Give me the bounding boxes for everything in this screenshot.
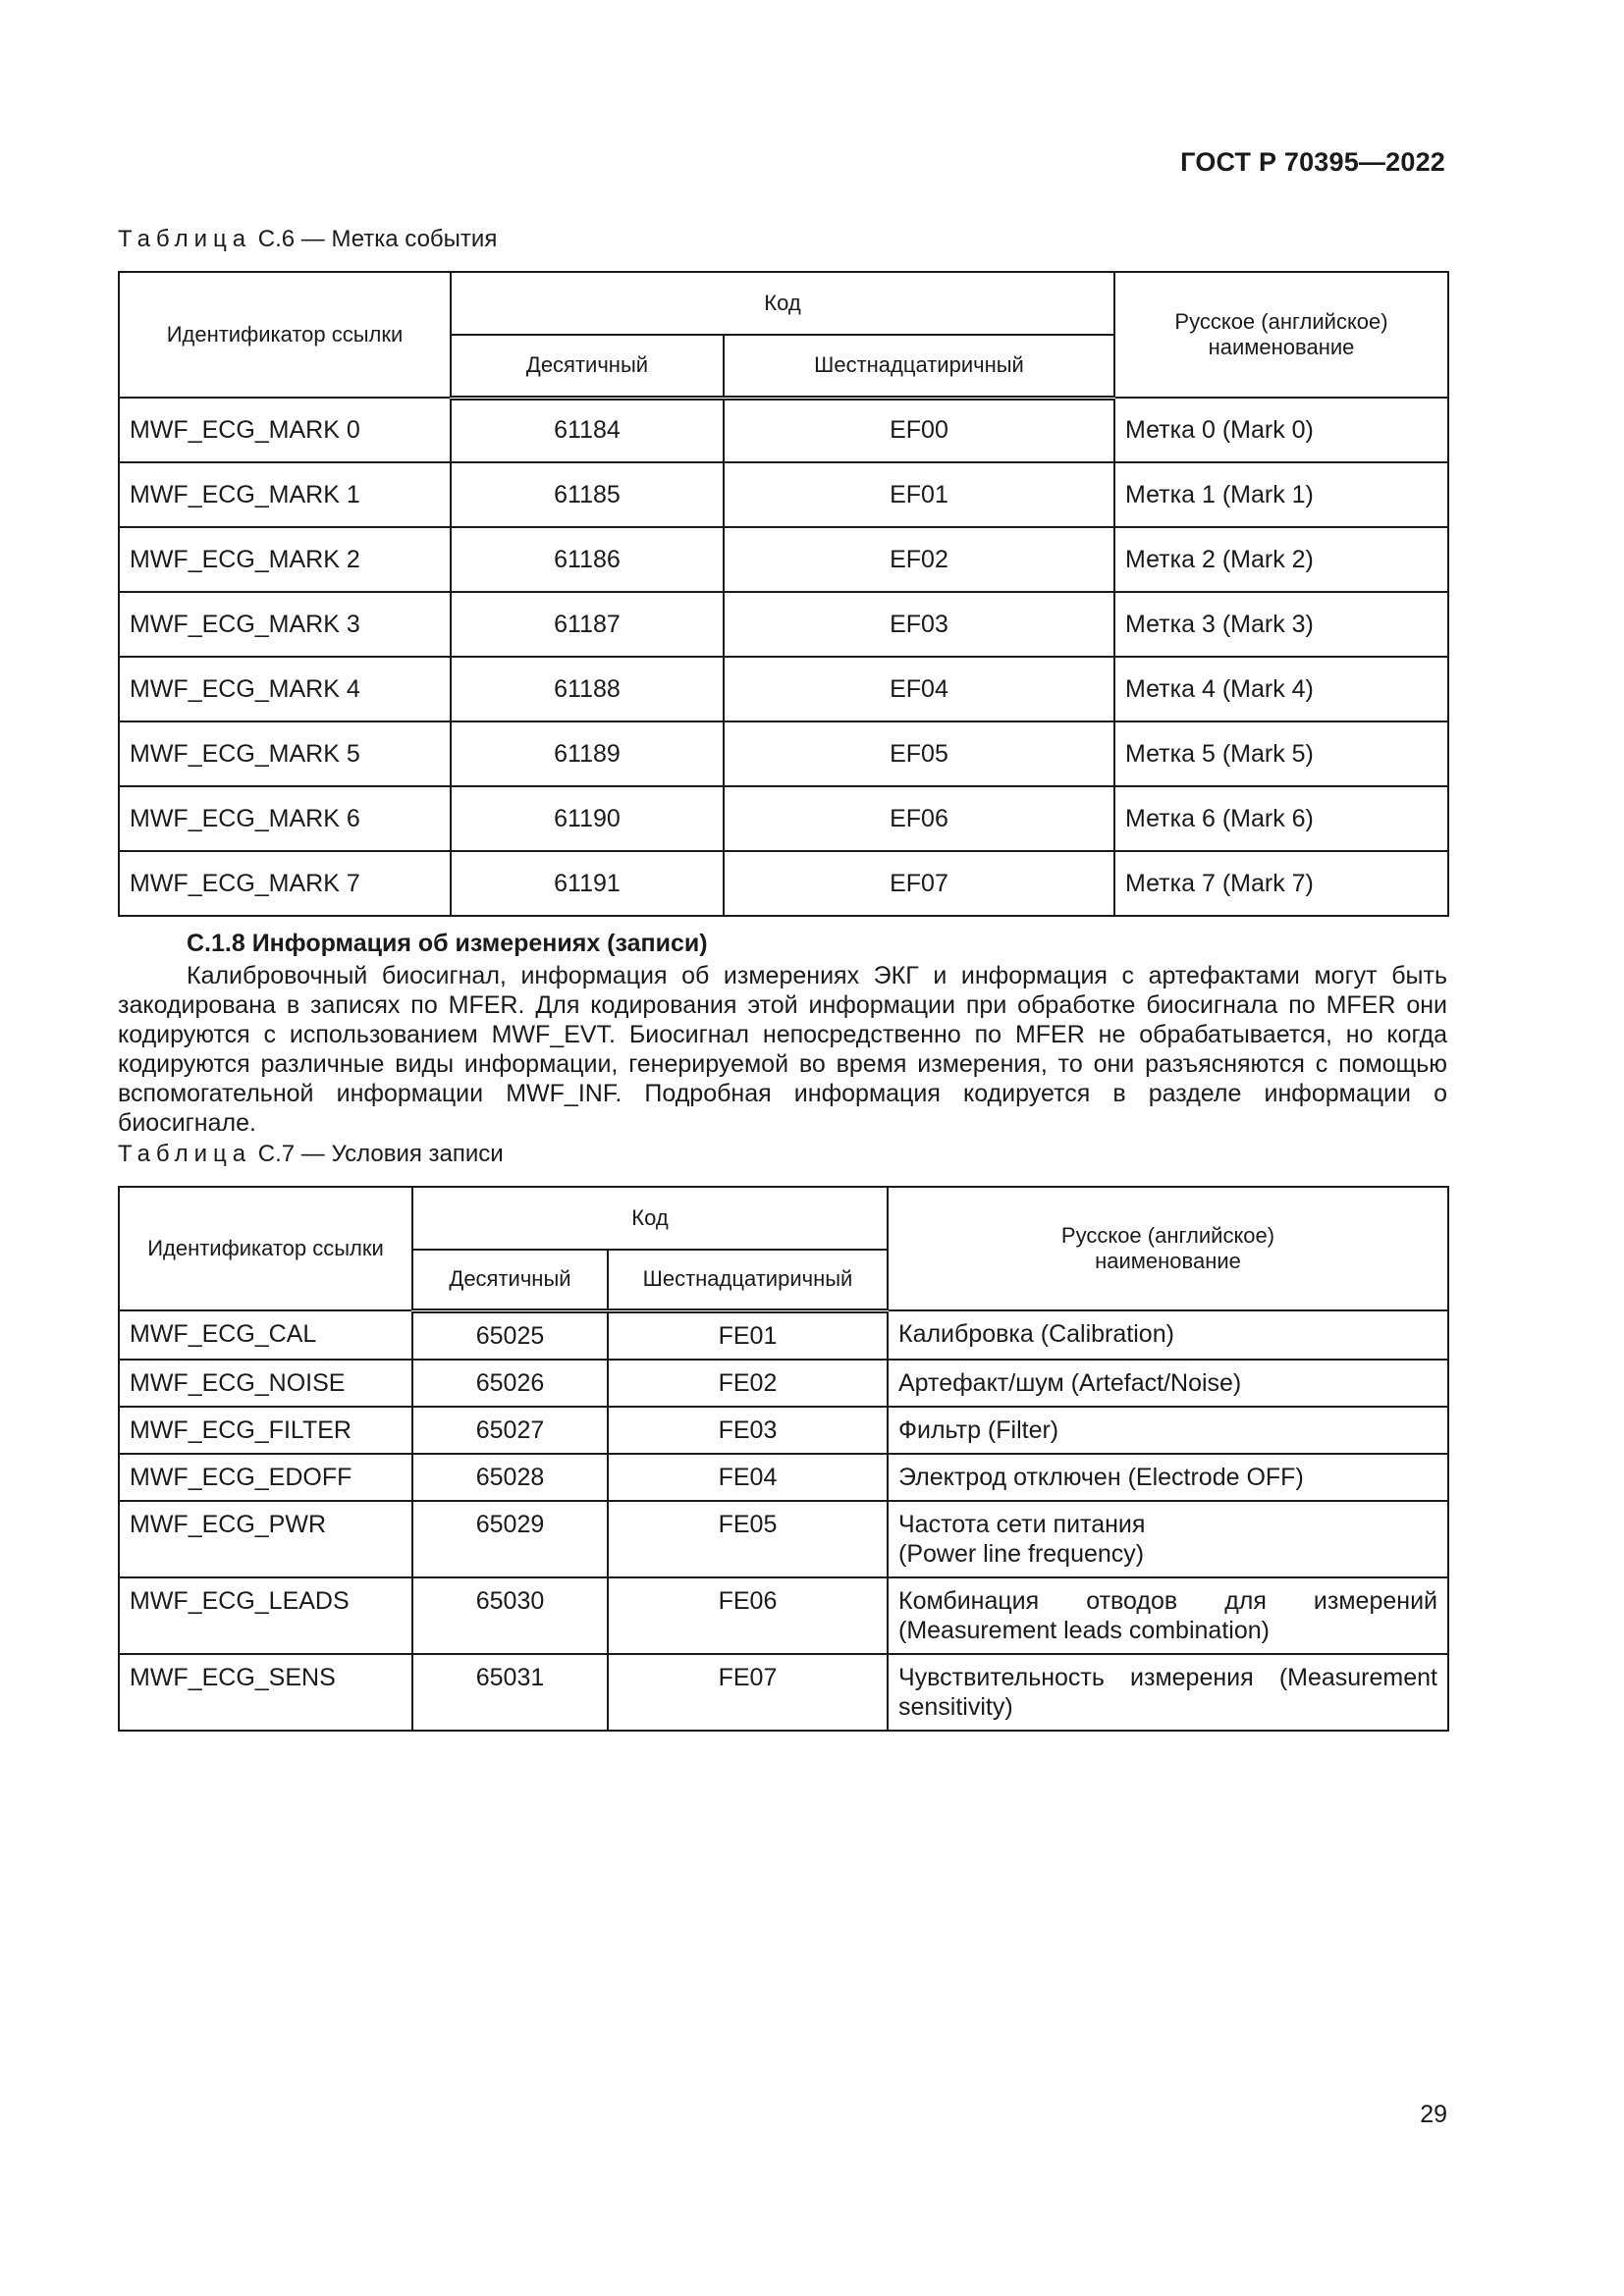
page-number: 29 (1420, 2101, 1447, 2128)
cell-id: MWF_ECG_SENS (119, 1654, 412, 1731)
table-row (119, 1501, 1448, 1577)
cell-id: MWF_ECG_EDOFF (119, 1454, 412, 1501)
cell-name-line-1: Комбинация отводов для измерений (898, 1586, 1437, 1615)
cell-decimal: 65025 (412, 1310, 608, 1360)
cell-name: Метка 6 (Mark 6) (1114, 786, 1448, 851)
cell-id: MWF_ECG_PWR (119, 1501, 412, 1577)
cell-id: MWF_ECG_MARK 1 (119, 462, 451, 527)
cell-hex: FE04 (608, 1454, 888, 1501)
table-row (119, 1454, 1448, 1501)
cell-decimal: 61187 (451, 592, 724, 657)
cell-name-line-1: Частота сети питания (898, 1510, 1146, 1538)
cell-name: Калибровка (Calibration) (888, 1310, 1448, 1360)
header-name: Русское (английское) наименование (888, 1187, 1448, 1310)
header-decimal: Десятичный (451, 335, 724, 398)
cell-hex: FE05 (608, 1501, 888, 1577)
table-row (119, 721, 1448, 786)
table-event-marks (118, 271, 1449, 917)
section-paragraph: Калибровочный биосигнал, информация об измерениях ЭКГ и информация с артефактами могут быть закодирована в записях по MFER. Для кодирования этой информации при обработке биосигнала по MFER они кодируются с использованием MWF_EVT. Биосигнал непосредственно по MFER не обрабатывается, но когда кодируются различные виды информации, генерируемой во время измерения, то они разъясняются с помощью вспомогательной информации MWF_INF. Подробная информация кодируется в разделе информации о биосигнале. (118, 962, 1447, 1137)
table-row (119, 851, 1448, 916)
cell-id: MWF_ECG_NOISE (119, 1360, 412, 1407)
cell-id: MWF_ECG_MARK 5 (119, 721, 451, 786)
cell-id: MWF_ECG_MARK 2 (119, 527, 451, 592)
table-record-conditions (118, 1186, 1449, 1732)
table-row (119, 398, 1448, 462)
cell-decimal: 65029 (412, 1501, 608, 1577)
table-7-caption-title: С.7 — Условия записи (251, 1141, 504, 1167)
cell-id: MWF_ECG_FILTER (119, 1407, 412, 1454)
cell-decimal: 61185 (451, 462, 724, 527)
section-title: С.1.8 Информация об измерениях (записи) (187, 930, 708, 957)
table-row (119, 657, 1448, 721)
cell-decimal: 61188 (451, 657, 724, 721)
cell-hex: EF05 (724, 721, 1114, 786)
table-6-caption-prefix: Таблица (118, 226, 252, 252)
header-decimal: Десятичный (412, 1250, 608, 1310)
header-hex: Шестнадцатиричный (724, 335, 1114, 398)
cell-hex: EF02 (724, 527, 1114, 592)
cell-name (888, 1501, 1448, 1577)
document-code-header: ГОСТ Р 70395—2022 (1180, 147, 1445, 177)
header-name: Русское (английское) наименование (1114, 272, 1448, 398)
cell-name: Метка 3 (Mark 3) (1114, 592, 1448, 657)
table-row (119, 527, 1448, 592)
table-row (119, 462, 1448, 527)
cell-name: Метка 4 (Mark 4) (1114, 657, 1448, 721)
cell-name-line-1: Чувствительность измерения (Measurement (898, 1663, 1437, 1691)
cell-name-line-2: sensitivity) (898, 1692, 1013, 1721)
cell-name: Фильтр (Filter) (888, 1407, 1448, 1454)
table-row (119, 1577, 1448, 1654)
header-hex: Шестнадцатиричный (608, 1250, 888, 1310)
table-row (119, 786, 1448, 851)
cell-decimal: 65030 (412, 1577, 608, 1654)
cell-id: MWF_ECG_MARK 4 (119, 657, 451, 721)
cell-name: Артефакт/шум (Artefact/Noise) (888, 1360, 1448, 1407)
table-7-caption-prefix: Таблица (118, 1141, 252, 1167)
cell-hex: FE06 (608, 1577, 888, 1654)
cell-id: MWF_ECG_MARK 0 (119, 398, 451, 462)
table-row (119, 1407, 1448, 1454)
cell-name-line-2: (Measurement leads combination) (898, 1616, 1270, 1644)
cell-decimal: 61189 (451, 721, 724, 786)
header-code: Код (451, 272, 1114, 335)
table-7-caption (118, 1141, 504, 1168)
cell-decimal: 65026 (412, 1360, 608, 1407)
cell-hex: EF04 (724, 657, 1114, 721)
cell-name: Метка 7 (Mark 7) (1114, 851, 1448, 916)
cell-decimal: 61186 (451, 527, 724, 592)
cell-decimal: 65027 (412, 1407, 608, 1454)
cell-name: Метка 5 (Mark 5) (1114, 721, 1448, 786)
cell-decimal: 65028 (412, 1454, 608, 1501)
cell-decimal: 61184 (451, 398, 724, 462)
table-row (119, 1654, 1448, 1731)
table-6-caption-title: С.6 — Метка события (251, 226, 498, 252)
cell-hex: EF01 (724, 462, 1114, 527)
header-id: Идентификатор ссылки (119, 1187, 412, 1310)
cell-id: MWF_ECG_MARK 3 (119, 592, 451, 657)
cell-id: MWF_ECG_CAL (119, 1310, 412, 1360)
cell-name: Метка 2 (Mark 2) (1114, 527, 1448, 592)
cell-id: MWF_ECG_MARK 7 (119, 851, 451, 916)
cell-id: MWF_ECG_MARK 6 (119, 786, 451, 851)
cell-hex: FE01 (608, 1310, 888, 1360)
cell-hex: EF07 (724, 851, 1114, 916)
cell-decimal: 65031 (412, 1654, 608, 1731)
table-row (119, 1360, 1448, 1407)
cell-hex: FE07 (608, 1654, 888, 1731)
cell-name: Электрод отключен (Electrode OFF) (888, 1454, 1448, 1501)
cell-name: Метка 0 (Mark 0) (1114, 398, 1448, 462)
cell-id: MWF_ECG_LEADS (119, 1577, 412, 1654)
table-row (119, 592, 1448, 657)
cell-hex: EF03 (724, 592, 1114, 657)
cell-decimal: 61191 (451, 851, 724, 916)
header-code: Код (412, 1187, 888, 1250)
cell-hex: FE02 (608, 1360, 888, 1407)
table-row (119, 1310, 1448, 1360)
cell-hex: FE03 (608, 1407, 888, 1454)
cell-name-line-2: (Power line frequency) (898, 1539, 1145, 1568)
cell-hex: EF06 (724, 786, 1114, 851)
table-6-caption (118, 226, 497, 253)
cell-hex: EF00 (724, 398, 1114, 462)
cell-name (888, 1654, 1448, 1731)
header-id: Идентификатор ссылки (119, 272, 451, 398)
cell-decimal: 61190 (451, 786, 724, 851)
cell-name: Метка 1 (Mark 1) (1114, 462, 1448, 527)
cell-name (888, 1577, 1448, 1654)
